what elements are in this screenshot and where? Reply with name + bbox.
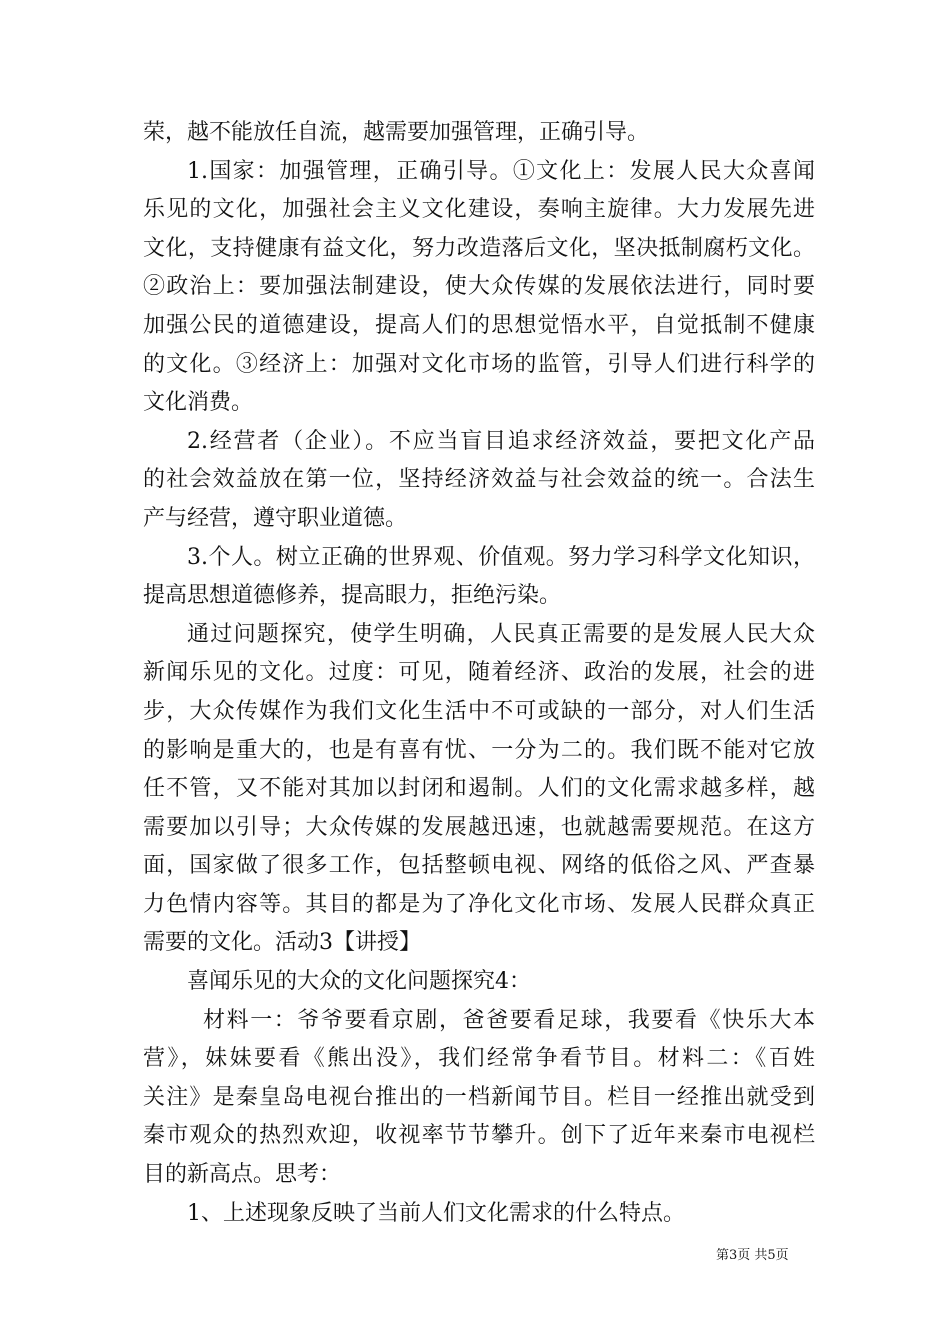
text-line: 面，国家做了很多工作，包括整顿电视、网络的低俗之风、严查暴 (143, 853, 815, 879)
text-line: 喜闻乐见的大众的文化问题探究4： (187, 969, 531, 995)
text-line: 荣，越不能放任自流，越需要加强管理，正确引导。 (143, 120, 650, 145)
text-line: 步，大众传媒作为我们文化生活中不可或缺的一部分，对人们生活 (143, 698, 815, 724)
text-line: 目的新高点。思考： (143, 1162, 342, 1188)
text-line: 通过问题探究，使学生明确，人民真正需要的是发展人民大众 (187, 621, 815, 647)
text-line: 乐见的文化，加强社会主义文化建设，奏响主旋律。大力发展先进 (143, 197, 815, 223)
text-line: 力色情内容等。其目的都是为了净化文化市场、发展人民群众真正 (143, 891, 815, 917)
text-line: 3.个人。树立正确的世界观、价值观。努力学习科学文化知识， (187, 544, 815, 570)
text-line: 任不管，又不能对其加以封闭和遏制。人们的文化需求越多样，越 (143, 776, 815, 802)
text-line: 需要加以引导；大众传媒的发展越迅速，也就越需要规范。在这方 (143, 814, 815, 840)
text-line: 营》，妹妹要看《熊出没》，我们经常争看节目。材料二：《百姓 (143, 1046, 815, 1072)
text-line: 需要的文化。活动3【讲授】 (143, 930, 421, 956)
text-line: 文化，支持健康有益文化，努力改造落后文化，坚决抵制腐朽文化。 (143, 235, 815, 261)
text-line: 产与经营，遵守职业道德。 (143, 505, 408, 531)
text-line: 秦市观众的热烈欢迎，收视率节节攀升。创下了近年来秦市电视栏 (143, 1123, 815, 1149)
text-line: 提高思想道德修养，提高眼力，拒绝污染。 (143, 583, 562, 609)
text-line: 关注》是秦皇岛电视台推出的一档新闻节目。栏目一经推出就受到 (143, 1084, 815, 1110)
text-line: 新闻乐见的文化。过度：可见，随着经济、政治的发展，社会的进 (143, 660, 815, 686)
text-line: ②政治上：要加强法制建设，使大众传媒的发展依法进行，同时要 (143, 274, 815, 300)
text-line: 的社会效益放在第一位，坚持经济效益与社会效益的统一。合法生 (143, 467, 815, 493)
text-line: 加强公民的道德建设，提高人们的思想觉悟水平，自觉抵制不健康 (143, 312, 815, 338)
text-line: 1.国家：加强管理，正确引导。①文化上：发展人民大众喜闻 (187, 158, 815, 184)
text-line: 文化消费。 (143, 390, 254, 416)
text-line: 的影响是重大的，也是有喜有忧、一分为二的。我们既不能对它放 (143, 737, 815, 763)
page-number: 第3页 共5页 (716, 1248, 789, 1263)
document-body (143, 114, 815, 1233)
text-line: 1、上述现象反映了当前人们文化需求的什么特点。 (187, 1200, 685, 1226)
text-line: 材料一：爷爷要看京剧，爸爸要看足球，我要看《快乐大本 (203, 1007, 815, 1033)
text-line: 的文化。③经济上：加强对文化市场的监管，引导人们进行科学的 (143, 351, 815, 377)
text-line: 2.经营者（企业）。不应当盲目追求经济效益，要把文化产品 (187, 428, 815, 454)
